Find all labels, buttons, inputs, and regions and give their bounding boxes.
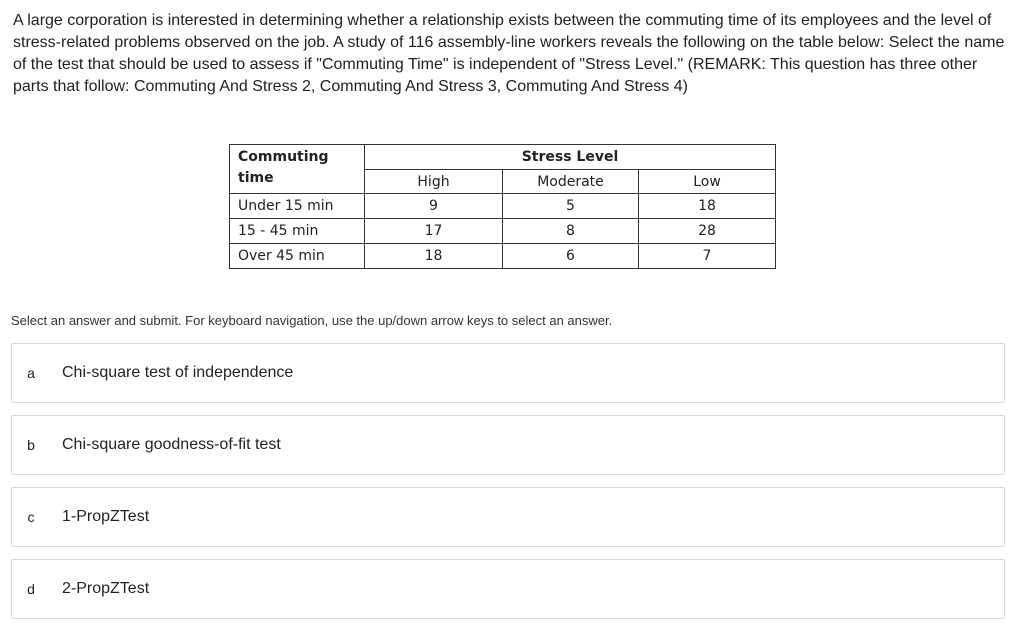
option-text: 1-PropZTest <box>62 508 150 525</box>
option-text: Chi-square test of independence <box>62 364 294 381</box>
table-cell: 9 <box>365 194 503 219</box>
option-text: 2-PropZTest <box>62 580 150 597</box>
table-cell: 17 <box>365 219 503 244</box>
row-label: 15 - 45 min <box>230 219 365 244</box>
option-letter: c <box>27 509 35 525</box>
table-row <box>230 244 776 269</box>
table-cell: 7 <box>639 244 776 269</box>
answer-option-d[interactable] <box>11 559 1005 619</box>
column-header-moderate: Moderate <box>503 170 639 194</box>
answer-instruction: Select an answer and submit. For keyboard navigation, use the up/down arrow keys to select an answer. <box>11 313 613 328</box>
table-cell: 6 <box>503 244 639 269</box>
table-cell: 18 <box>365 244 503 269</box>
table-row <box>230 219 776 244</box>
table-cell: 28 <box>639 219 776 244</box>
column-header-high: High <box>365 170 503 194</box>
option-letter: d <box>27 581 35 597</box>
table-cell: 5 <box>503 194 639 219</box>
table-cell: 18 <box>639 194 776 219</box>
row-label: Over 45 min <box>230 244 365 269</box>
column-header-low: Low <box>639 170 776 194</box>
answer-option-c[interactable] <box>11 487 1005 547</box>
question-text: A large corporation is interested in determining whether a relationship exists between the commuting time of its employees and the level of stress-related problems observed on the job. A study of 116 assembly-line workers reveals the following on the table below: Select the name of the test that should be used to assess if "Commuting Time" is independent of "Stress Level." (REMARK: This question has three other parts that follow: Commuting And Stress 2, Commuting And Stress 3, Commuting And Stress 4) <box>13 12 1005 95</box>
answer-option-b[interactable] <box>11 415 1005 475</box>
option-text: Chi-square goodness-of-fit test <box>62 436 281 453</box>
row-label: Under 15 min <box>230 194 365 219</box>
group-header-stress-level: Stress Level <box>365 145 776 170</box>
answer-option-a[interactable] <box>11 343 1005 403</box>
row-header-commuting-time: Commuting time <box>230 145 365 194</box>
data-table-image <box>229 144 776 269</box>
option-letter: b <box>27 437 35 453</box>
answer-options <box>11 343 1005 631</box>
table-cell: 8 <box>503 219 639 244</box>
option-letter: a <box>27 365 35 381</box>
table-row <box>230 194 776 219</box>
